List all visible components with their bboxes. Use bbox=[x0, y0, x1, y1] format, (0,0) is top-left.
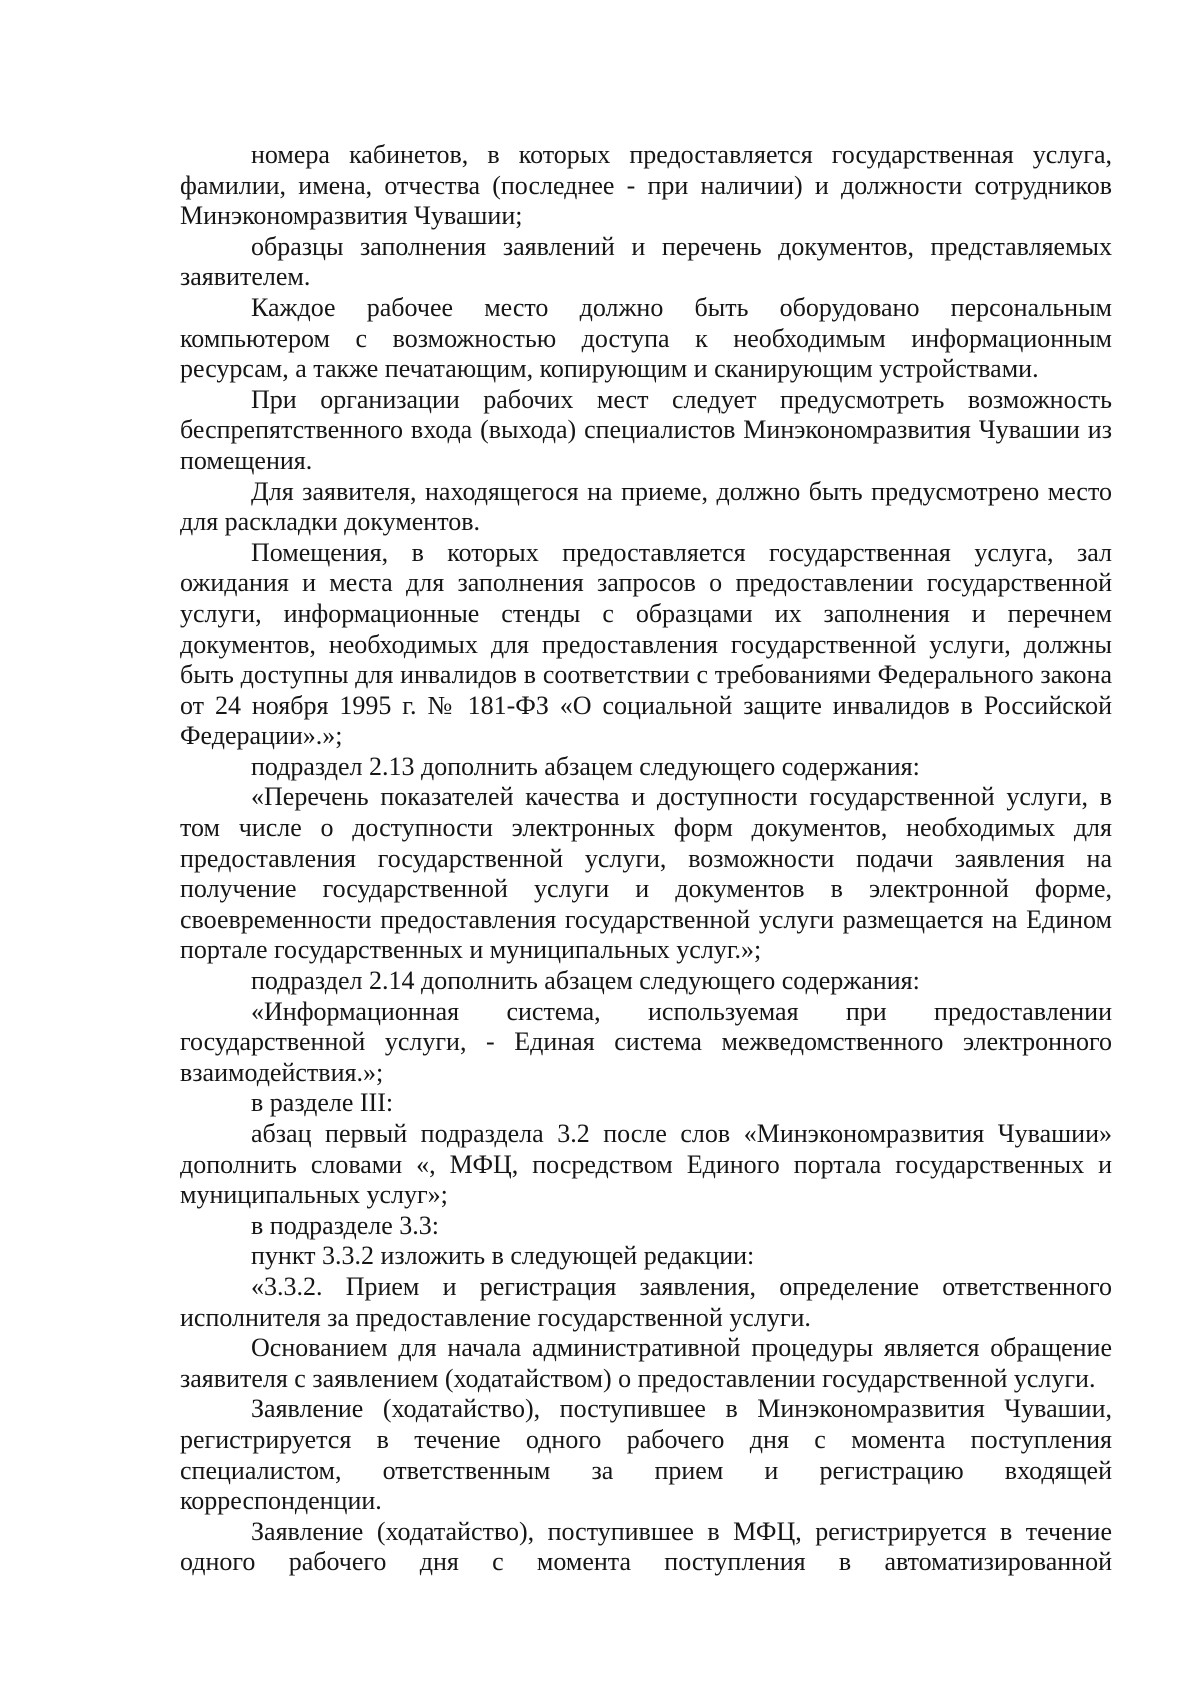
paragraph-accessibility: Помещения, в которых предоставляется государственная услуга, зал ожидания и места для заполнения запросов о предоставлении государственной услуги, информационные стенды с образцами их заполнения и перечнем документов, необходимых для предоставления государственной услуги, должны быть доступны для инвалидов в соответствии с требованиями Федерального закона от 24 ноября 1995 г. № 181-ФЗ «О социальной защите инвалидов в Российской Федерации».»; bbox=[180, 537, 1112, 751]
paragraph-section-3: в разделе III: bbox=[251, 1088, 394, 1118]
paragraph-subsection-3-2: абзац первый подраздела 3.2 после слов «Минэкономразвития Чувашии» дополнить словами «, МФЦ, посредством Единого портала государственных и муниципальных услуг»; bbox=[180, 1119, 1112, 1210]
document-body bbox=[180, 140, 1112, 1578]
paragraph-subsection-2-13: подраздел 2.13 дополнить абзацем следующего содержания: bbox=[251, 751, 920, 781]
paragraph-subsection-3-3: в подразделе 3.3: bbox=[251, 1210, 440, 1240]
paragraph-item-3-3-2: «3.3.2. Прием и регистрация заявления, определение ответственного исполнителя за предоставление государственной услуги. bbox=[180, 1271, 1112, 1332]
paragraph-quality-indicators: «Перечень показателей качества и доступности государственной услуги, в том числе о доступности электронных форм документов, необходимых для предоставления государственной услуги, возможности подачи заявления на получение государственной услуги и документов в электронной форме, своевременности предоставления государственной услуги размещается на Едином портале государственных и муниципальных услуг.»; bbox=[180, 782, 1112, 965]
paragraph-document-space: Для заявителя, находящегося на приеме, должно быть предусмотрено место для раскладки документов. bbox=[180, 476, 1112, 537]
paragraph-workplace-equipment: Каждое рабочее место должно быть оборудовано персональным компьютером с возможностью доступа к необходимым информационным ресурсам, а также печатающим, копирующим и сканирующим устройствами. bbox=[180, 292, 1112, 384]
paragraph-information-system: «Информационная система, используемая при предоставлении государственной услуги, - Единая система межведомственного электронного взаимодействия.»; bbox=[180, 996, 1112, 1087]
paragraph-registration-mfc: Заявление (ходатайство), поступившее в МФЦ, регистрируется в течение одного рабочего дня с момента поступления в автоматизированной bbox=[180, 1516, 1112, 1577]
paragraph-procedure-basis: Основанием для начала административной процедуры является обращение заявителя с заявлением (ходатайством) о предоставлении государственной услуги. bbox=[180, 1333, 1112, 1393]
paragraph-sample-forms: образцы заполнения заявлений и перечень документов, представляемых заявителем. bbox=[180, 231, 1112, 292]
paragraph-cabinet-numbers: номера кабинетов, в которых предоставляется государственная услуга, фамилии, имена, отчества (последнее - при наличии) и должности сотрудников Минэкономразвития Чувашии; bbox=[180, 140, 1112, 231]
paragraph-registration-ministry: Заявление (ходатайство), поступившее в Минэкономразвития Чувашии, регистрируется в течение одного рабочего дня с момента поступления специалистом, ответственным за прием и регистрацию входящей корреспонденции. bbox=[180, 1394, 1112, 1516]
paragraph-item-3-3-2-intro: пункт 3.3.2 изложить в следующей редакции: bbox=[251, 1241, 755, 1271]
paragraph-subsection-2-14: подраздел 2.14 дополнить абзацем следующего содержания: bbox=[251, 966, 920, 996]
paragraph-workplace-organization: При организации рабочих мест следует предусмотреть возможность беспрепятственного входа (выхода) специалистов Минэкономразвития Чувашии из помещения. bbox=[180, 384, 1112, 475]
